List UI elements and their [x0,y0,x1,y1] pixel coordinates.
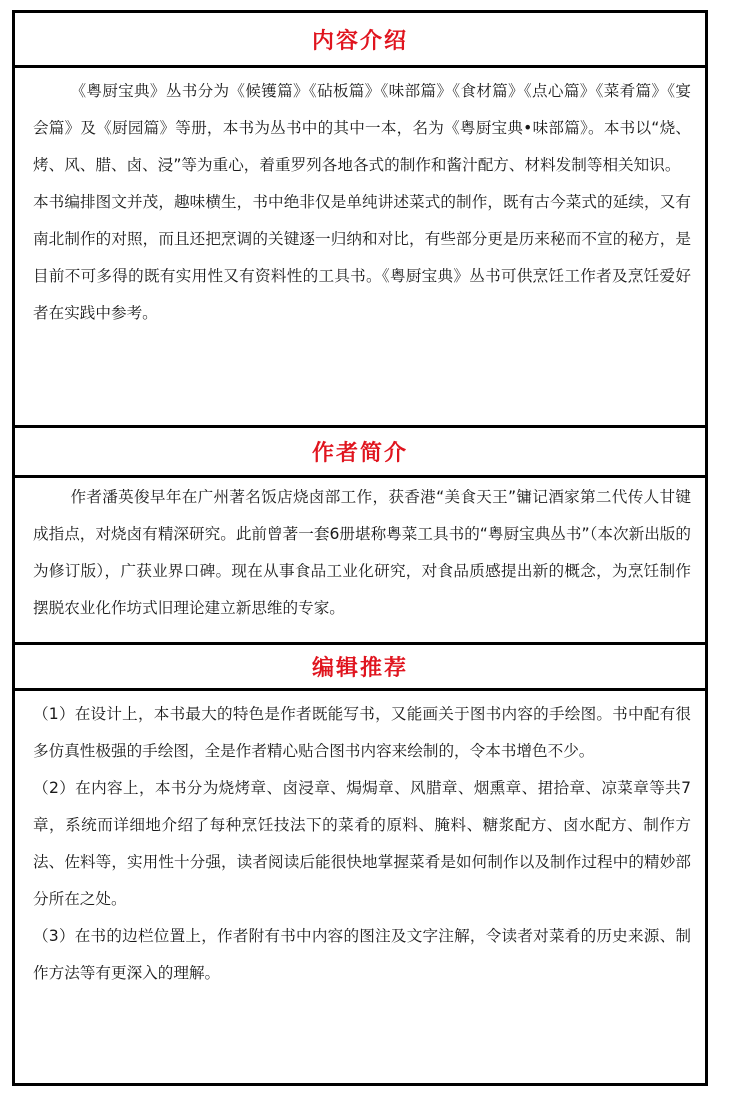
intro-heading-bar [15,13,705,68]
author-paragraph-1: 作者潘英俊早年在广州著名饭店烧卤部工作，获香港“美食天王”镛记酒家第二代传人甘键成指点，对烧卤有精深研究。此前曾著一套6册堪称粤菜工具书的“粤厨宝典丛书”（本次新出版的为修订版），广获业界口碑。现在从事食品工业化研究，对食品质感提出新的概念，为烹饪制作摆脱农业化作坊式旧理论建立新思维的专家。 [33,488,691,617]
document-frame [12,10,708,1086]
intro-paragraph-1: 《粤厨宝典》丛书分为《候镬篇》《砧板篇》《味部篇》《食材篇》《点心篇》《菜肴篇》《宴会篇》及《厨园篇》等册，本书为丛书中的其中一本，名为《粤厨宝典•味部篇》。本书以“烧、烤、风、腊、卤、浸”等为重心，着重罗列各地各式的制作和酱汁配方、材料发制等相关知识。 [33,82,691,174]
author-heading-bar [15,428,705,478]
editor-heading-bar [15,645,705,691]
editor-paragraph-2: （2）在内容上，本书分为烧烤章、卤浸章、焗焗章、风腊章、烟熏章、捃拾章、凉菜章等共7章，系统而详细地介绍了每种烹饪技法下的菜肴的原料、腌料、糖浆配方、卤水配方、制作方法、佐料等，实用性十分强，读者阅读后能很快地掌握菜肴是如何制作以及制作过程中的精妙部分所在之处。 [33,779,691,908]
author-body [33,479,691,627]
editor-paragraph-1: （1）在设计上，本书最大的特色是作者既能写书，又能画关于图书内容的手绘图。书中配有很多仿真性极强的手绘图，全是作者精心贴合图书内容来绘制的，令本书增色不少。 [33,705,691,760]
editor-body [33,696,691,992]
intro-body [33,73,691,332]
intro-heading: 内容介绍 [311,28,408,54]
editor-paragraph-3: （3）在书的边栏位置上，作者附有书中内容的图注及文字注解，令读者对菜肴的历史来源、制作方法等有更深入的理解。 [33,927,691,982]
author-heading: 作者简介 [311,441,408,466]
intro-paragraph-2: 本书编排图文并茂，趣味横生，书中绝非仅是单纯讲述菜式的制作，既有古今菜式的延续，又有南北制作的对照，而且还把烹调的关键逐一归纳和对比，有些部分更是历来秘而不宣的秘方，是目前不可多得的既有实用性又有资料性的工具书。《粤厨宝典》丛书可供烹饪工作者及烹饪爱好者在实践中参考。 [33,193,691,322]
editor-heading: 编辑推荐 [311,656,408,681]
